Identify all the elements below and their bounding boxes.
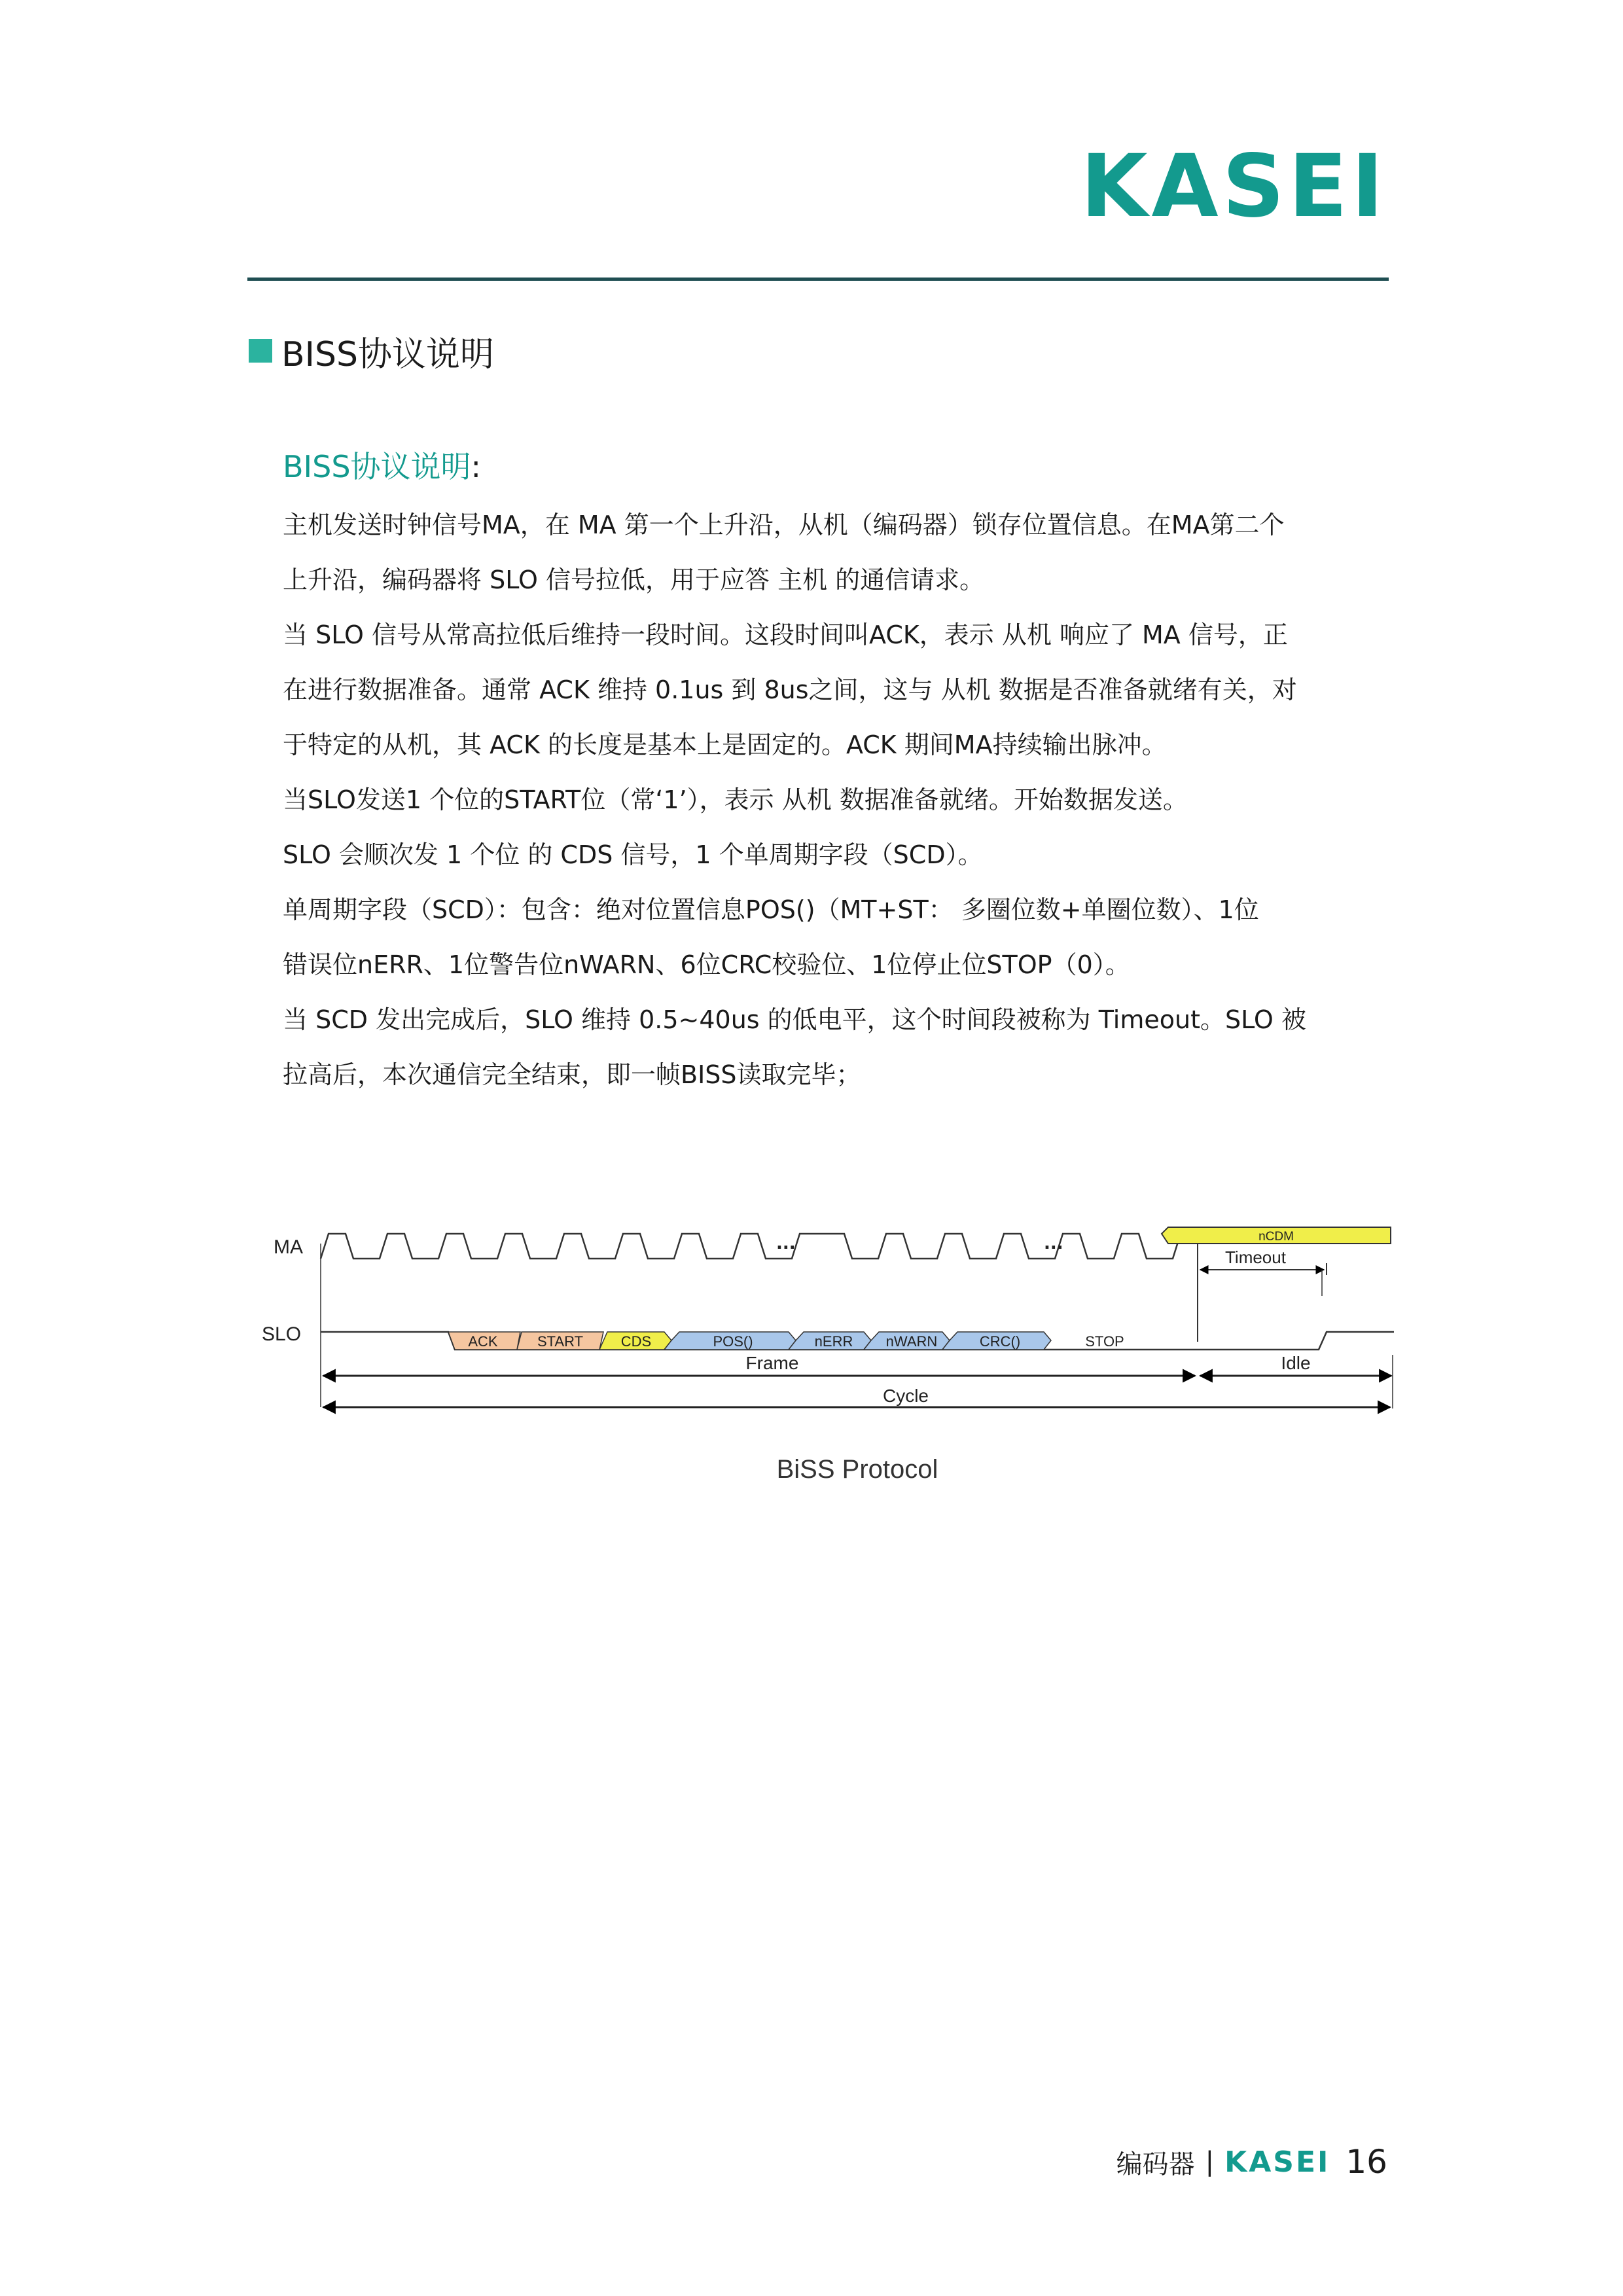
sub-heading-text: BISS协议说明 [283, 449, 471, 484]
footer-brand-logo: KASEI [1224, 2145, 1330, 2179]
slo-stop-label: STOP [1085, 1333, 1124, 1350]
body-line: SLO 会顺次发 1 个位 的 CDS 信号，1 个单周期字段（SCD）。 [283, 840, 983, 869]
footer-doc-title: 编码器 [1116, 2149, 1195, 2179]
ma-label: MA [274, 1236, 303, 1258]
slo-crc-label: CRC() [979, 1333, 1021, 1350]
sub-heading-colon: : [471, 449, 482, 484]
section-title-text: BISS协议说明 [281, 334, 495, 374]
kasei-logo: KASEI [1080, 136, 1387, 237]
ma-ellipsis-1: ... [776, 1234, 796, 1253]
footer-separator: | [1205, 2147, 1215, 2177]
body-line: 拉高后，本次通信完全结束，即一帧BISS读取完毕； [283, 1060, 861, 1089]
square-bullet-icon [249, 339, 272, 363]
section-title [249, 327, 494, 374]
sub-heading [283, 444, 481, 490]
body-line: 于特定的从机，其 ACK 的长度是基本上是固定的。ACK 期间MA持续输出脉冲。 [283, 730, 1167, 759]
cycle-label: Cycle [882, 1386, 929, 1406]
ma-ellipsis-2: ... [1044, 1234, 1063, 1253]
header-divider [247, 278, 1389, 281]
ncdm-label: nCDM [1258, 1230, 1294, 1244]
body-line: 当 SCD 发出完成后，SLO 维持 0.5~40us 的低电平，这个时间段被称为 Timeout。SLO 被 [283, 1005, 1306, 1034]
idle-label: Idle [1281, 1353, 1311, 1373]
body-line: 单周期字段（SCD）：包含：绝对位置信息POS()（MT+ST： 多圈位数+单圈位数）、1位 [283, 895, 1259, 924]
timeout-label: Timeout [1225, 1247, 1286, 1267]
body-line: 当 SLO 信号从常高拉低后维持一段时间。这段时间叫ACK，表示 从机 响应了 MA 信号，正 [283, 620, 1288, 649]
diagram-caption: BiSS Protocol [776, 1455, 938, 1484]
slo-cds-label: CDS [620, 1333, 652, 1350]
page-number: 16 [1346, 2143, 1387, 2181]
slo-ack-label: ACK [468, 1333, 498, 1350]
biss-timing-diagram [255, 1204, 1394, 1512]
slo-nwarn-label: nWARN [885, 1333, 938, 1350]
slo-label: SLO [262, 1323, 302, 1345]
body-line: 当SLO发送1 个位的START位（常‘1’），表示 从机 数据准备就绪。开始数据发送。 [283, 785, 1188, 814]
body-line: 错误位nERR、1位警告位nWARN、6位CRC校验位、1位停止位STOP（0）。 [283, 950, 1130, 979]
slo-pos-label: POS() [713, 1333, 753, 1350]
slo-start-label: START [537, 1333, 584, 1350]
slo-nerr-label: nERR [814, 1333, 853, 1350]
body-paragraphs [283, 497, 1382, 1102]
page-footer [1116, 2139, 1387, 2185]
frame-label: Frame [745, 1353, 799, 1373]
body-line: 主机发送时钟信号MA，在 MA 第一个上升沿，从机（编码器）锁存位置信息。在MA第二个 [283, 511, 1285, 539]
body-line: 上升沿，编码器将 SLO 信号拉低，用于应答 主机 的通信请求。 [283, 565, 985, 594]
ma-clock-waveform [321, 1234, 1198, 1259]
body-line: 在进行数据准备。通常 ACK 维持 0.1us 到 8us之间，这与 从机 数据是否准备就绪有关，对 [283, 675, 1297, 704]
